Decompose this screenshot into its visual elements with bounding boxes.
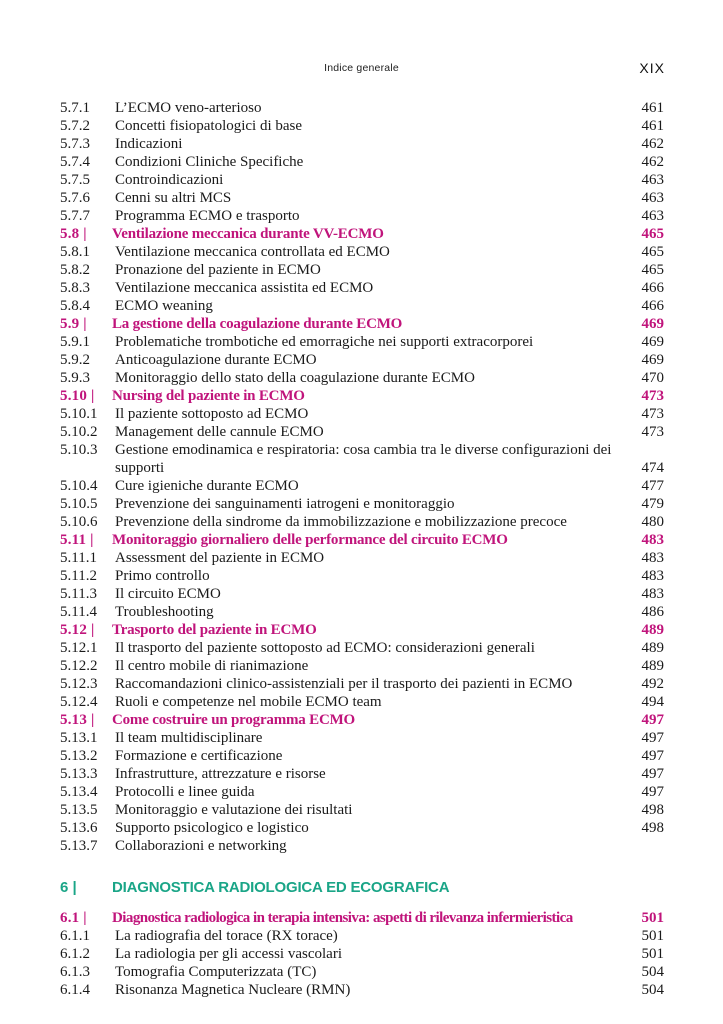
entry-page-number: 473 — [641, 406, 664, 422]
entry-title: Assessment del paziente in ECMO — [115, 550, 325, 566]
toc-entry[interactable] — [60, 171, 664, 189]
toc-section-heading[interactable] — [60, 621, 664, 639]
entry-page-number: 504 — [641, 982, 664, 998]
entry-number: 5.10.6 — [60, 514, 98, 530]
toc-entry[interactable] — [60, 351, 664, 369]
entry-title: Programma ECMO e trasporto — [115, 208, 300, 224]
entry-number: 5.9.2 — [60, 352, 90, 368]
toc-entry[interactable] — [60, 135, 664, 153]
toc-entry[interactable] — [60, 585, 664, 603]
entry-title: Controindicazioni — [115, 172, 224, 188]
toc-entry[interactable] — [60, 405, 664, 423]
entry-page-number: 465 — [641, 262, 664, 278]
entry-number: 5.8.1 — [60, 244, 90, 260]
entry-title: Trasporto del paziente in ECMO — [112, 622, 317, 638]
toc-entry[interactable] — [60, 297, 664, 315]
toc-entry[interactable] — [60, 801, 664, 819]
entry-number: 5.12.1 — [60, 640, 98, 656]
entry-number: 5.11 | — [60, 532, 94, 548]
toc-entry[interactable] — [60, 153, 664, 171]
entry-title: Cure igieniche durante ECMO — [115, 478, 299, 494]
toc-entry[interactable] — [60, 369, 664, 387]
entry-number: 5.12.4 — [60, 694, 98, 710]
entry-title: Cenni su altri MCS — [115, 190, 232, 206]
toc-entry[interactable] — [60, 477, 664, 495]
entry-number: 5.10.5 — [60, 496, 98, 512]
toc-entry[interactable] — [60, 549, 664, 567]
entry-title: Primo controllo — [115, 568, 210, 584]
entry-number: 5.8.3 — [60, 280, 90, 296]
entry-title: ECMO weaning — [115, 298, 213, 314]
toc-section-heading[interactable] — [60, 315, 664, 333]
toc-entry[interactable] — [60, 981, 664, 999]
entry-title: Concetti fisiopatologici di base — [115, 118, 303, 134]
entry-number: 5.7.3 — [60, 136, 90, 152]
entry-title: Indicazioni — [115, 136, 183, 152]
entry-page-number: 497 — [641, 730, 664, 746]
entry-page-number: 486 — [641, 604, 664, 620]
entry-page-number: 483 — [641, 568, 664, 584]
toc-entry[interactable] — [60, 639, 664, 657]
entry-number: 5.9.3 — [60, 370, 90, 386]
entry-number: 5.7.4 — [60, 154, 90, 170]
entry-page-number: 480 — [641, 514, 664, 530]
table-of-contents — [60, 99, 664, 999]
entry-number: 5.11.3 — [60, 586, 97, 602]
entry-title: Come costruire un programma ECMO — [112, 712, 356, 728]
entry-title: Management delle cannule ECMO — [115, 424, 324, 440]
entry-title: Nursing del paziente in ECMO — [112, 388, 305, 404]
toc-entry[interactable] — [60, 333, 664, 351]
entry-page-number: 489 — [641, 640, 664, 656]
entry-title: Troubleshooting — [115, 604, 214, 620]
entry-title: Infrastrutture, attrezzature e risorse — [115, 766, 326, 782]
entry-title: Condizioni Cliniche Specifiche — [115, 154, 304, 170]
entry-number: 5.13 | — [60, 712, 95, 728]
entry-page-number: 501 — [641, 910, 664, 926]
entry-page-number: 497 — [641, 766, 664, 782]
entry-number: 6.1 | — [60, 910, 87, 926]
entry-page-number: 469 — [641, 316, 664, 332]
entry-title: Ventilazione meccanica controllata ed ECMO — [115, 244, 390, 260]
entry-page-number: 469 — [641, 352, 664, 368]
toc-entry[interactable] — [60, 675, 664, 693]
entry-title: Anticoagulazione durante ECMO — [115, 352, 317, 368]
entry-page-number: 501 — [641, 928, 664, 944]
toc-entry[interactable] — [60, 657, 664, 675]
entry-number: 5.13.2 — [60, 748, 98, 764]
entry-page-number: 504 — [641, 964, 664, 980]
entry-page-number: 483 — [641, 532, 664, 548]
entry-number: 5.10.1 — [60, 406, 98, 422]
entry-number: 5.8.4 — [60, 298, 90, 314]
entry-page-number: 473 — [641, 388, 664, 404]
entry-title: Formazione e certificazione — [115, 748, 283, 764]
entry-title: Tomografia Computerizzata (TC) — [115, 964, 317, 980]
toc-entry[interactable] — [60, 513, 664, 531]
entry-page-number: 463 — [641, 190, 664, 206]
entry-page-number: 463 — [641, 208, 664, 224]
entry-title: Il trasporto del paziente sottoposto ad ECMO: considerazioni generali — [115, 640, 535, 656]
entry-title: Monitoraggio giornaliero delle performance del circuito ECMO — [112, 532, 508, 548]
entry-title: DIAGNOSTICA RADIOLOGICA ED ECOGRAFICA — [112, 879, 450, 896]
entry-number: 6.1.2 — [60, 946, 90, 962]
toc-entry[interactable] — [60, 423, 664, 441]
entry-page-number: 492 — [641, 676, 664, 692]
toc-entry[interactable] — [60, 441, 664, 477]
entry-page-number: 497 — [641, 712, 664, 728]
entry-number: 5.10.2 — [60, 424, 98, 440]
entry-title: Monitoraggio e valutazione dei risultati — [115, 802, 353, 818]
toc-entry[interactable] — [60, 189, 664, 207]
entry-page-number: 494 — [641, 694, 664, 710]
entry-title: Diagnostica radiologica in terapia intensiva: aspetti di rilevanza infermieristica — [112, 910, 573, 926]
entry-title: La radiologia per gli accessi vascolari — [115, 946, 342, 962]
entry-page-number: 483 — [641, 550, 664, 566]
entry-page-number: 461 — [641, 118, 664, 134]
entry-page-number: 465 — [641, 226, 664, 242]
entry-page-number: 470 — [641, 370, 664, 386]
toc-entry[interactable] — [60, 117, 664, 135]
entry-title: Il paziente sottoposto ad ECMO — [115, 406, 309, 422]
entry-number: 5.10.3 — [60, 442, 98, 458]
entry-number: 5.7.5 — [60, 172, 90, 188]
entry-number: 5.7.6 — [60, 190, 90, 206]
entry-number: 5.12 | — [60, 622, 95, 638]
toc-entry[interactable] — [60, 927, 664, 945]
entry-page-number: 477 — [641, 478, 664, 494]
entry-page-number: 501 — [641, 946, 664, 962]
entry-number: 5.11.2 — [60, 568, 97, 584]
entry-page-number: 498 — [641, 802, 664, 818]
entry-title: Risonanza Magnetica Nucleare (RMN) — [115, 982, 351, 998]
toc-entry[interactable] — [60, 729, 664, 747]
entry-number: 5.7.2 — [60, 118, 90, 134]
toc-entry[interactable] — [60, 765, 664, 783]
entry-number: 5.11.1 — [60, 550, 97, 566]
entry-title: Ruoli e competenze nel mobile ECMO team — [115, 694, 382, 710]
entry-number: 5.9.1 — [60, 334, 90, 350]
entry-number: 6.1.1 — [60, 928, 90, 944]
entry-title: Ventilazione meccanica durante VV-ECMO — [112, 226, 384, 242]
entry-number: 5.10.4 — [60, 478, 98, 494]
entry-page-number: 466 — [641, 298, 664, 314]
entry-page-number: 489 — [641, 658, 664, 674]
entry-page-number: 465 — [641, 244, 664, 260]
toc-entry[interactable] — [60, 603, 664, 621]
entry-number: 5.8 | — [60, 226, 87, 242]
entry-page-number: 483 — [641, 586, 664, 602]
entry-page-number: 462 — [641, 136, 664, 152]
entry-title: L’ECMO veno-arterioso — [115, 100, 262, 116]
entry-title: Monitoraggio dello stato della coagulazione durante ECMO — [115, 370, 475, 386]
entry-title: Il circuito ECMO — [115, 586, 221, 602]
entry-number: 5.13.5 — [60, 802, 98, 818]
entry-page-number: 479 — [641, 496, 664, 512]
entry-title: La radiografia del torace (RX torace) — [115, 928, 338, 944]
entry-title: Il team multidisciplinare — [115, 730, 263, 746]
entry-title: Prevenzione dei sanguinamenti iatrogeni e monitoraggio — [115, 496, 455, 512]
toc-entry[interactable] — [60, 819, 664, 837]
toc-entry[interactable] — [60, 837, 664, 855]
toc-section-heading[interactable] — [60, 225, 664, 243]
toc-entry[interactable] — [60, 99, 664, 117]
entry-page-number: 498 — [641, 820, 664, 836]
entry-page-number: 462 — [641, 154, 664, 170]
entry-number: 5.7.1 — [60, 100, 90, 116]
entry-title: Raccomandazioni clinico-assistenziali per il trasporto dei pazienti in ECMO — [115, 676, 573, 692]
entry-title: Collaborazioni e networking — [115, 838, 287, 854]
entry-number: 5.9 | — [60, 316, 87, 332]
entry-number: 5.13.6 — [60, 820, 98, 836]
running-header — [0, 62, 723, 78]
entry-page-number: 463 — [641, 172, 664, 188]
entry-number: 6.1.4 — [60, 982, 90, 998]
entry-title: Problematiche trombotiche ed emorragiche nei supporti extracorporei — [115, 334, 534, 350]
entry-page-number: 489 — [641, 622, 664, 638]
toc-entry[interactable] — [60, 567, 664, 585]
entry-number: 5.11.4 — [60, 604, 97, 620]
entry-number: 5.13.3 — [60, 766, 98, 782]
toc-entry[interactable] — [60, 279, 664, 297]
entry-page-number: 473 — [641, 424, 664, 440]
toc-section-heading[interactable] — [60, 387, 664, 405]
toc-entry[interactable] — [60, 207, 664, 225]
entry-title: Gestione emodinamica e respiratoria: cosa cambia tra le diverse configurazioni dei supporti — [115, 442, 612, 476]
running-title: Indice generale — [324, 62, 399, 74]
entry-title: La gestione della coagulazione durante ECMO — [112, 316, 403, 332]
entry-title: Prevenzione della sindrome da immobilizzazione e mobilizzazione precoce — [115, 514, 567, 530]
entry-page-number: 474 — [641, 460, 664, 476]
toc-entry[interactable] — [60, 945, 664, 963]
entry-title: Supporto psicologico e logistico — [115, 820, 309, 836]
toc-entry[interactable] — [60, 261, 664, 279]
entry-title: Protocolli e linee guida — [115, 784, 255, 800]
toc-entry[interactable] — [60, 783, 664, 801]
page-number: XIX — [639, 60, 665, 76]
entry-page-number: 497 — [641, 748, 664, 764]
entry-number: 5.12.2 — [60, 658, 98, 674]
entry-title: Pronazione del paziente in ECMO — [115, 262, 321, 278]
entry-number: 6.1.3 — [60, 964, 90, 980]
entry-number: 5.8.2 — [60, 262, 90, 278]
entry-number: 5.7.7 — [60, 208, 90, 224]
toc-entry[interactable] — [60, 693, 664, 711]
entry-number: 5.10 | — [60, 388, 95, 404]
toc-entry[interactable] — [60, 747, 664, 765]
entry-title: Il centro mobile di rianimazione — [115, 658, 309, 674]
toc-section-heading[interactable] — [60, 711, 664, 729]
entry-number: 6 | — [60, 879, 77, 896]
entry-number: 5.13.4 — [60, 784, 98, 800]
toc-entry[interactable] — [60, 963, 664, 981]
toc-section-heading[interactable] — [60, 909, 664, 927]
entry-page-number: 469 — [641, 334, 664, 350]
entry-number: 5.13.7 — [60, 838, 98, 854]
toc-entry[interactable] — [60, 495, 664, 513]
entry-number: 5.13.1 — [60, 730, 98, 746]
entry-title: Ventilazione meccanica assistita ed ECMO — [115, 280, 374, 296]
entry-page-number: 466 — [641, 280, 664, 296]
entry-page-number: 497 — [641, 784, 664, 800]
toc-entry[interactable] — [60, 243, 664, 261]
toc-chapter-heading[interactable] — [60, 877, 664, 903]
toc-section-heading[interactable] — [60, 531, 664, 549]
entry-number: 5.12.3 — [60, 676, 98, 692]
entry-page-number: 461 — [641, 100, 664, 116]
